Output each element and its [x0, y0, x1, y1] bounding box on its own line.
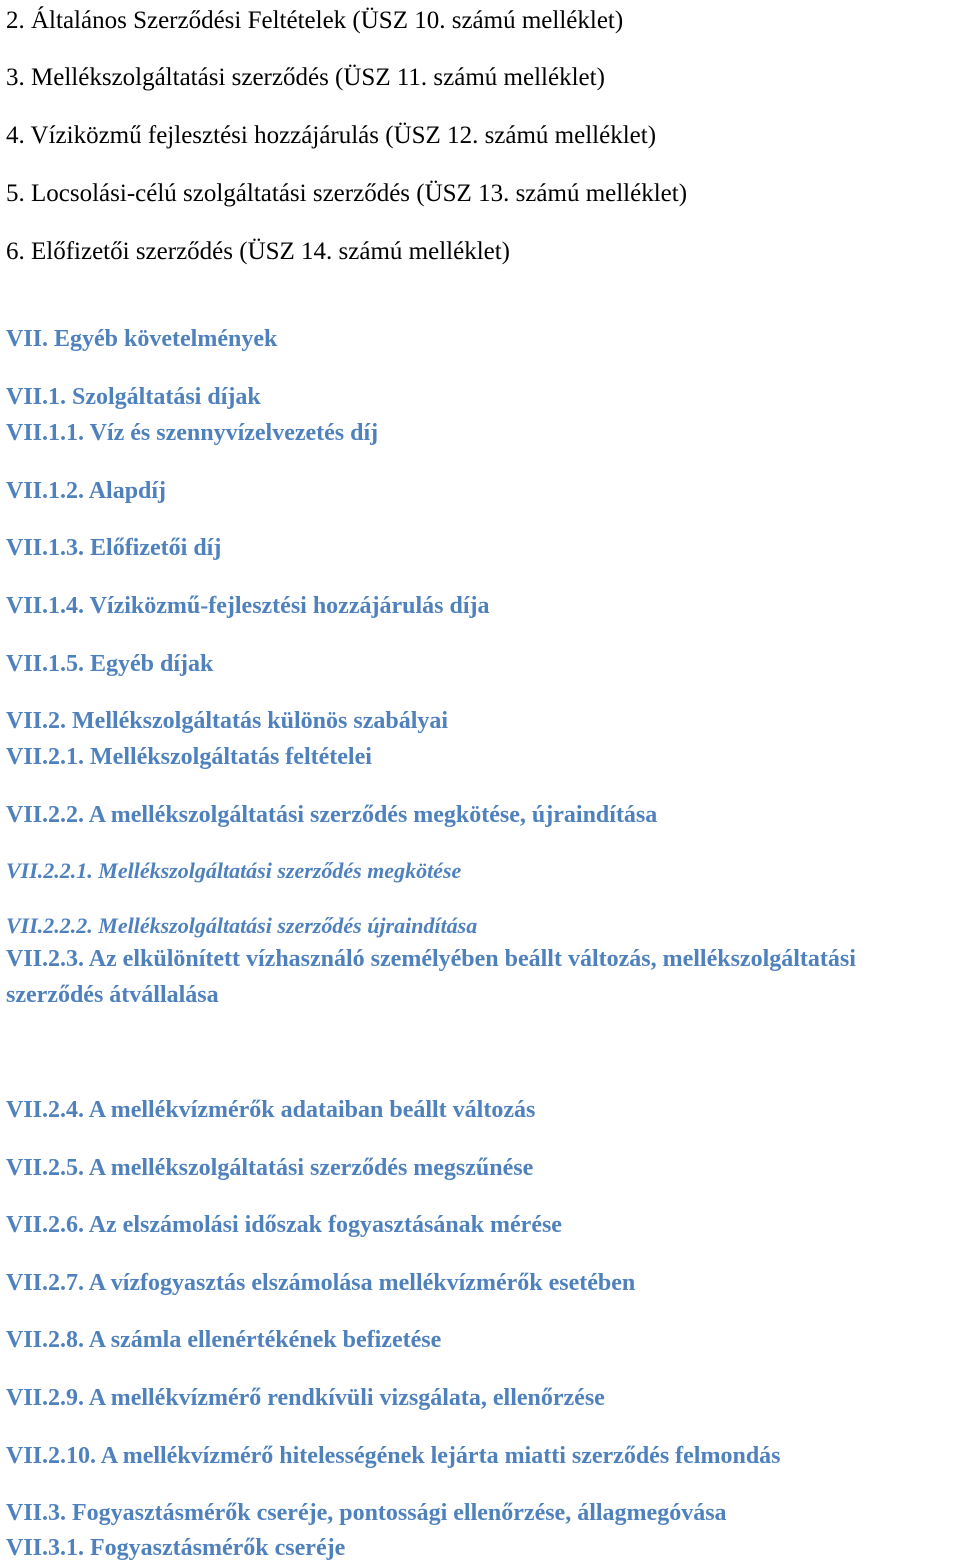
list-item-3: 3. Mellékszolgáltatási szerződés (ÜSZ 11. számú melléklet) — [6, 64, 605, 91]
list-item-4: 4. Víziközmű fejlesztési hozzájárulás (ÜSZ 12. számú melléklet) — [6, 122, 657, 149]
heading-vii-2: VII.2. Mellékszolgáltatás különös szabályai — [6, 708, 449, 734]
heading-vii-1-2: VII.1.2. Alapdíj — [6, 478, 167, 504]
heading-vii-3-1: VII.3.1. Fogyasztásmérők cseréje — [6, 1535, 346, 1561]
heading-vii-1-1: VII.1.1. Víz és szennyvízelvezetés díj — [6, 420, 379, 446]
heading-vii: VII. Egyéb követelmények — [6, 326, 278, 352]
heading-vii-1-3: VII.1.3. Előfizetői díj — [6, 535, 222, 561]
heading-vii-2-2-2: VII.2.2.2. Mellékszolgáltatási szerződés újraindítása — [6, 913, 478, 938]
heading-vii-2-7: VII.2.7. A vízfogyasztás elszámolása mellékvízmérők esetében — [6, 1270, 636, 1296]
heading-vii-2-9: VII.2.9. A mellékvízmérő rendkívüli vizsgálata, ellenőrzése — [6, 1385, 605, 1411]
heading-vii-2-5: VII.2.5. A mellékszolgáltatási szerződés megszűnése — [6, 1155, 534, 1181]
heading-vii-1-4: VII.1.4. Víziközmű-fejlesztési hozzájárulás díja — [6, 593, 490, 619]
heading-vii-3: VII.3. Fogyasztásmérők cseréje, pontossági ellenőrzése, állagmegóvása — [6, 1500, 727, 1526]
heading-vii-2-10: VII.2.10. A mellékvízmérő hitelességének lejárta miatti szerződés felmondás — [6, 1443, 781, 1469]
heading-vii-2-6: VII.2.6. Az elszámolási időszak fogyasztásának mérése — [6, 1212, 562, 1238]
heading-vii-2-3: VII.2.3. Az elkülönített vízhasználó személyében beállt változás, mellékszolgáltatási — [6, 946, 856, 972]
heading-vii-1-5: VII.1.5. Egyéb díjak — [6, 651, 214, 677]
heading-vii-1: VII.1. Szolgáltatási díjak — [6, 384, 261, 410]
heading-vii-2-3-continued: szerződés átvállalása — [6, 982, 219, 1008]
heading-vii-2-2-1: VII.2.2.1. Mellékszolgáltatási szerződés megkötése — [6, 858, 462, 883]
heading-vii-2-2: VII.2.2. A mellékszolgáltatási szerződés megkötése, újraindítása — [6, 802, 658, 828]
list-item-6: 6. Előfizetői szerződés (ÜSZ 14. számú melléklet) — [6, 238, 511, 265]
heading-vii-2-8: VII.2.8. A számla ellenértékének befizetése — [6, 1327, 442, 1353]
heading-vii-2-1: VII.2.1. Mellékszolgáltatás feltételei — [6, 744, 372, 770]
list-item-2: 2. Általános Szerződési Feltételek (ÜSZ 10. számú melléklet) — [6, 7, 624, 34]
list-item-5: 5. Locsolási-célú szolgáltatási szerződés (ÜSZ 13. számú melléklet) — [6, 180, 688, 207]
heading-vii-2-4: VII.2.4. A mellékvízmérők adataiban beállt változás — [6, 1097, 536, 1123]
